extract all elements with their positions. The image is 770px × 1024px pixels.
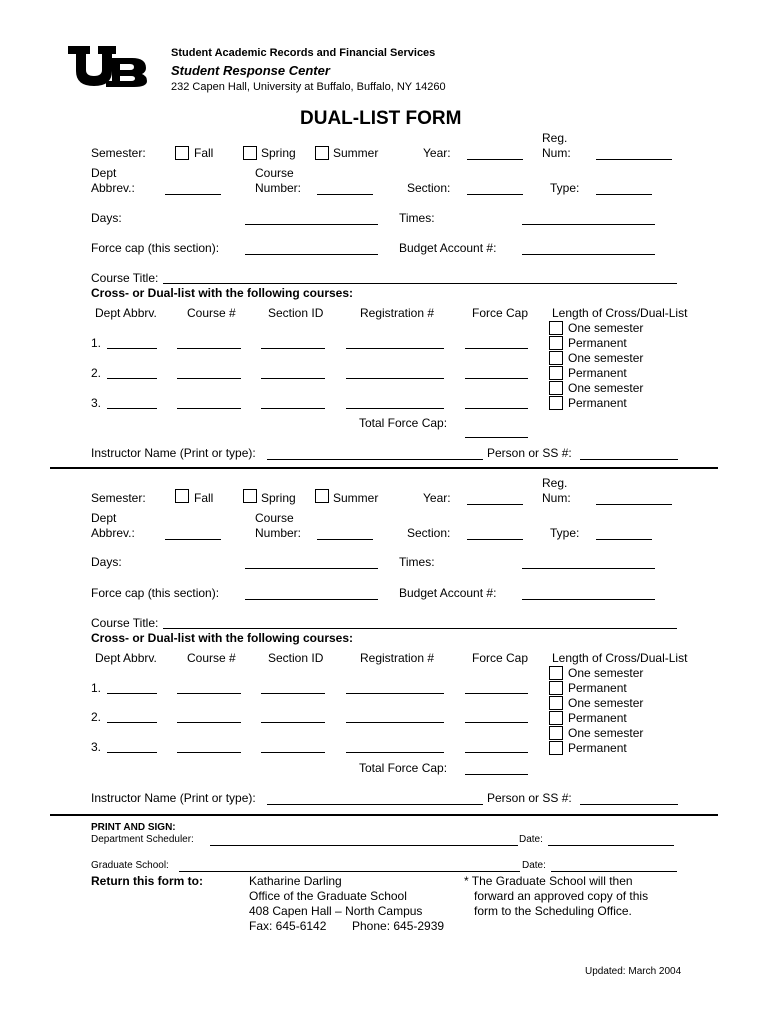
- crossdual-heading: Cross- or Dual-list with the following courses:: [91, 286, 354, 300]
- center-name: Student Response Center: [171, 63, 330, 78]
- return-address: 408 Capen Hall – North Campus: [249, 904, 423, 918]
- return-phone: Phone: 645-2939: [352, 919, 445, 933]
- note-line-2: forward an approved copy of this: [474, 889, 649, 903]
- col-dept-header: Dept Abbrv.: [95, 306, 157, 320]
- row-3-section-field[interactable]: [261, 408, 325, 409]
- col-dept-header: Dept Abbrv.: [95, 651, 157, 665]
- year-field[interactable]: [467, 504, 523, 505]
- col-section-header: Section ID: [268, 651, 324, 665]
- one-semester-label: One semester: [568, 696, 644, 710]
- row-2-dept-field[interactable]: [107, 378, 157, 379]
- date-label: Date:: [522, 860, 546, 871]
- dept-label: Dept: [91, 166, 117, 180]
- row-2-force-field[interactable]: [465, 722, 528, 723]
- row-2-section-field[interactable]: [261, 722, 325, 723]
- permanent-label: Permanent: [568, 336, 627, 350]
- forcecap-field[interactable]: [245, 599, 378, 600]
- spring-label: Spring: [261, 146, 296, 160]
- times-label: Times:: [399, 211, 435, 225]
- org-name: Student Academic Records and Financial Services: [171, 47, 436, 59]
- one-semester-label: One semester: [568, 726, 644, 740]
- reg-num-field[interactable]: [596, 159, 672, 160]
- semester-label: Semester:: [91, 146, 146, 160]
- row-3-number: 3.: [91, 396, 102, 410]
- course-label: Course: [255, 166, 294, 180]
- forcecap-label: Force cap (this section):: [91, 586, 220, 600]
- section-divider: [50, 467, 718, 469]
- total-force-cap-field[interactable]: [465, 437, 528, 438]
- spring-checkbox[interactable]: [243, 489, 257, 503]
- fall-checkbox[interactable]: [175, 489, 189, 503]
- forcecap-field[interactable]: [245, 254, 378, 255]
- footer-divider: [50, 814, 718, 816]
- row-3-permanent-checkbox[interactable]: [549, 396, 563, 410]
- updated-date: Updated: March 2004: [585, 966, 682, 977]
- row-1-course-field[interactable]: [177, 348, 241, 349]
- person-field[interactable]: [580, 459, 678, 460]
- row-3-number: 3.: [91, 740, 102, 754]
- dept-scheduler-date-field[interactable]: [548, 845, 674, 846]
- permanent-label: Permanent: [568, 396, 627, 410]
- page-title: DUAL-LIST FORM: [300, 108, 462, 129]
- row-1-one-semester-checkbox[interactable]: [549, 666, 563, 680]
- row-3-permanent-checkbox[interactable]: [549, 741, 563, 755]
- days-field[interactable]: [245, 224, 378, 225]
- num-label: Num:: [542, 146, 571, 160]
- type-label: Type:: [550, 526, 580, 540]
- row-2-number: 2.: [91, 710, 102, 724]
- col-reg-header: Registration #: [360, 651, 435, 665]
- row-1-number: 1.: [91, 681, 102, 695]
- instructor-label: Instructor Name (Print or type):: [91, 791, 256, 805]
- row-3-dept-field[interactable]: [107, 752, 157, 753]
- row-2-permanent-checkbox[interactable]: [549, 366, 563, 380]
- permanent-label: Permanent: [568, 711, 627, 725]
- person-field[interactable]: [580, 804, 678, 805]
- row-3-one-semester-checkbox[interactable]: [549, 726, 563, 740]
- grad-school-signature-field[interactable]: [179, 871, 520, 872]
- type-label: Type:: [550, 181, 580, 195]
- row-1-reg-field[interactable]: [346, 348, 444, 349]
- grad-school-label: Graduate School:: [91, 860, 169, 871]
- course-number-field[interactable]: [317, 194, 373, 195]
- print-sign-heading: PRINT AND SIGN:: [91, 822, 176, 833]
- course-label: Course: [255, 511, 294, 525]
- dept-scheduler-signature-field[interactable]: [210, 845, 518, 846]
- summer-label: Summer: [333, 491, 379, 505]
- return-name: Katharine Darling: [249, 874, 342, 888]
- row-1-reg-field[interactable]: [346, 693, 444, 694]
- instructor-label: Instructor Name (Print or type):: [91, 446, 256, 460]
- ub-logo: [66, 44, 148, 88]
- row-2-reg-field[interactable]: [346, 722, 444, 723]
- abbrev-label: Abbrev.:: [91, 181, 135, 195]
- permanent-label: Permanent: [568, 366, 627, 380]
- row-3-one-semester-checkbox[interactable]: [549, 381, 563, 395]
- return-label: Return this form to:: [91, 874, 203, 888]
- row-1-course-field[interactable]: [177, 693, 241, 694]
- dept-label: Dept: [91, 511, 117, 525]
- spring-label: Spring: [261, 491, 296, 505]
- type-field[interactable]: [596, 194, 652, 195]
- row-2-one-semester-checkbox[interactable]: [549, 351, 563, 365]
- row-2-number: 2.: [91, 366, 102, 380]
- budget-field[interactable]: [522, 254, 655, 255]
- spring-checkbox[interactable]: [243, 146, 257, 160]
- address: 232 Capen Hall, University at Buffalo, Buffalo, NY 14260: [171, 81, 446, 93]
- row-1-permanent-checkbox[interactable]: [549, 336, 563, 350]
- col-section-header: Section ID: [268, 306, 324, 320]
- row-3-section-field[interactable]: [261, 752, 325, 753]
- permanent-label: Permanent: [568, 741, 627, 755]
- course-title-field[interactable]: [163, 628, 677, 629]
- year-field[interactable]: [467, 159, 523, 160]
- summer-checkbox[interactable]: [315, 489, 329, 503]
- col-force-header: Force Cap: [472, 306, 529, 320]
- course-number-field[interactable]: [317, 539, 373, 540]
- budget-label: Budget Account #:: [399, 241, 497, 255]
- row-3-force-field[interactable]: [465, 408, 528, 409]
- section-label: Section:: [407, 181, 451, 195]
- times-field[interactable]: [522, 568, 655, 569]
- permanent-label: Permanent: [568, 681, 627, 695]
- semester-label: Semester:: [91, 491, 146, 505]
- days-field[interactable]: [245, 568, 378, 569]
- col-force-header: Force Cap: [472, 651, 529, 665]
- instructor-field[interactable]: [267, 804, 483, 805]
- col-course-header: Course #: [187, 651, 236, 665]
- row-1-one-semester-checkbox[interactable]: [549, 321, 563, 335]
- return-fax: Fax: 645-6142: [249, 919, 327, 933]
- col-length-header: Length of Cross/Dual-List: [552, 306, 688, 320]
- reg-label: Reg.: [542, 131, 568, 145]
- row-1-dept-field[interactable]: [107, 348, 157, 349]
- summer-label: Summer: [333, 146, 379, 160]
- row-3-course-field[interactable]: [177, 752, 241, 753]
- col-length-header: Length of Cross/Dual-List: [552, 651, 688, 665]
- crossdual-heading: Cross- or Dual-list with the following courses:: [91, 631, 354, 645]
- row-3-force-field[interactable]: [465, 752, 528, 753]
- person-label: Person or SS #:: [487, 446, 572, 460]
- budget-label: Budget Account #:: [399, 586, 497, 600]
- reg-label: Reg.: [542, 476, 568, 490]
- dept-scheduler-label: Department Scheduler:: [91, 834, 194, 845]
- abbrev-label: Abbrev.:: [91, 526, 135, 540]
- number-label: Number:: [255, 526, 302, 540]
- section-label: Section:: [407, 526, 451, 540]
- row-3-dept-field[interactable]: [107, 408, 157, 409]
- total-force-cap-label: Total Force Cap:: [359, 416, 448, 430]
- number-label: Number:: [255, 181, 302, 195]
- forcecap-label: Force cap (this section):: [91, 241, 220, 255]
- course-title-field[interactable]: [163, 283, 677, 284]
- days-label: Days:: [91, 211, 122, 225]
- course-title-label: Course Title:: [91, 271, 159, 285]
- one-semester-label: One semester: [568, 321, 644, 335]
- row-1-permanent-checkbox[interactable]: [549, 681, 563, 695]
- summer-checkbox[interactable]: [315, 146, 329, 160]
- person-label: Person or SS #:: [487, 791, 572, 805]
- times-label: Times:: [399, 555, 435, 569]
- row-2-one-semester-checkbox[interactable]: [549, 696, 563, 710]
- year-label: Year:: [423, 146, 451, 160]
- dept-abbrev-field[interactable]: [165, 194, 221, 195]
- one-semester-label: One semester: [568, 351, 644, 365]
- dept-abbrev-field[interactable]: [165, 539, 221, 540]
- row-3-reg-field[interactable]: [346, 408, 444, 409]
- row-2-reg-field[interactable]: [346, 378, 444, 379]
- fall-checkbox[interactable]: [175, 146, 189, 160]
- row-3-reg-field[interactable]: [346, 752, 444, 753]
- days-label: Days:: [91, 555, 122, 569]
- col-course-header: Course #: [187, 306, 236, 320]
- grad-school-date-field[interactable]: [551, 871, 677, 872]
- row-2-course-field[interactable]: [177, 722, 241, 723]
- one-semester-label: One semester: [568, 666, 644, 680]
- fall-label: Fall: [194, 491, 214, 505]
- type-field[interactable]: [596, 539, 652, 540]
- fall-label: Fall: [194, 146, 214, 160]
- row-1-number: 1.: [91, 336, 102, 350]
- num-label: Num:: [542, 491, 571, 505]
- row-2-permanent-checkbox[interactable]: [549, 711, 563, 725]
- reg-num-field[interactable]: [596, 504, 672, 505]
- row-1-section-field[interactable]: [261, 348, 325, 349]
- row-1-force-field[interactable]: [465, 348, 528, 349]
- section-field[interactable]: [467, 539, 523, 540]
- total-force-cap-label: Total Force Cap:: [359, 761, 448, 775]
- budget-field[interactable]: [522, 599, 655, 600]
- one-semester-label: One semester: [568, 381, 644, 395]
- times-field[interactable]: [522, 224, 655, 225]
- row-2-section-field[interactable]: [261, 378, 325, 379]
- date-label: Date:: [519, 834, 543, 845]
- section-field[interactable]: [467, 194, 523, 195]
- year-label: Year:: [423, 491, 451, 505]
- row-1-section-field[interactable]: [261, 693, 325, 694]
- row-2-course-field[interactable]: [177, 378, 241, 379]
- row-2-force-field[interactable]: [465, 378, 528, 379]
- row-1-force-field[interactable]: [465, 693, 528, 694]
- row-1-dept-field[interactable]: [107, 693, 157, 694]
- return-office: Office of the Graduate School: [249, 889, 407, 903]
- col-reg-header: Registration #: [360, 306, 435, 320]
- row-2-dept-field[interactable]: [107, 722, 157, 723]
- note-line-1: * The Graduate School will then: [464, 874, 633, 888]
- row-3-course-field[interactable]: [177, 408, 241, 409]
- course-title-label: Course Title:: [91, 616, 159, 630]
- total-force-cap-field[interactable]: [465, 774, 528, 775]
- note-line-3: form to the Scheduling Office.: [474, 904, 632, 918]
- instructor-field[interactable]: [267, 459, 483, 460]
